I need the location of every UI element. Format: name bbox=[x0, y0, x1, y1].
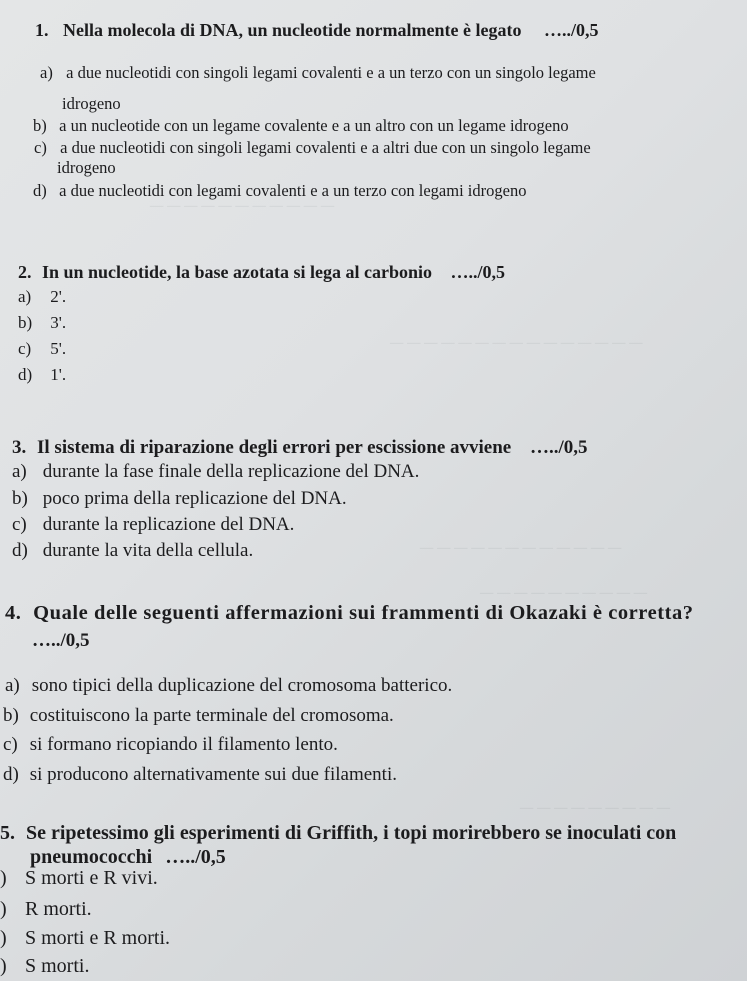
option-a-continuation: idrogeno bbox=[62, 94, 121, 113]
option-text: durante la vita della cellula. bbox=[42, 540, 254, 561]
question-number: 4. bbox=[5, 602, 22, 624]
question-title-continuation: pneumococchi bbox=[30, 846, 153, 868]
bleed-through-mark: — — — — — — — — — — — — bbox=[420, 540, 622, 556]
option-text: S morti e R vivi. bbox=[25, 867, 158, 889]
option-a[interactable] bbox=[12, 461, 419, 483]
option-c[interactable] bbox=[0, 927, 170, 950]
question-score: …../0,5 bbox=[543, 20, 599, 40]
option-text: 5'. bbox=[50, 339, 67, 358]
option-text: durante la replicazione del DNA. bbox=[42, 514, 295, 535]
option-text: 1'. bbox=[50, 365, 67, 384]
option-a[interactable] bbox=[0, 867, 158, 890]
option-text: si formano ricopiando il filamento lento. bbox=[29, 734, 338, 755]
option-text: costituiscono la parte terminale del cromosoma. bbox=[29, 705, 394, 726]
bleed-through-mark: — — — — — — — — — — — — — — — bbox=[390, 335, 643, 351]
option-text: 3'. bbox=[50, 313, 67, 332]
option-d[interactable] bbox=[18, 365, 66, 385]
option-letter: ) bbox=[0, 927, 7, 949]
option-text: S morti e R morti. bbox=[25, 927, 170, 949]
question-title: Il sistema di riparazione degli errori per escissione avviene bbox=[37, 437, 512, 458]
option-text: 2'. bbox=[50, 287, 67, 306]
option-letter: d) bbox=[3, 764, 19, 785]
question-number: 2. bbox=[18, 262, 32, 282]
option-d[interactable] bbox=[33, 181, 526, 201]
question-title: In un nucleotide, la base azotata si lega al carbonio bbox=[42, 262, 433, 282]
option-text: sono tipici della duplicazione del cromosoma batterico. bbox=[31, 675, 453, 696]
option-letter: d) bbox=[18, 365, 33, 384]
option-letter: c) bbox=[34, 138, 47, 157]
question-3-header bbox=[12, 437, 588, 459]
option-letter: ) bbox=[0, 898, 7, 920]
question-number: 3. bbox=[12, 437, 27, 458]
option-text: R morti. bbox=[25, 898, 92, 920]
option-text: poco prima della replicazione del DNA. bbox=[42, 488, 347, 509]
question-title: Se ripetessimo gli esperimenti di Griffith, i topi morirebbero se inoculati con bbox=[26, 822, 677, 844]
option-b[interactable] bbox=[12, 488, 347, 510]
question-number: 5. bbox=[0, 822, 15, 844]
option-text: a due nucleotidi con singoli legami covalenti e a un terzo con un singolo legame bbox=[66, 63, 596, 82]
bleed-through-mark: — — — — — — — — — — bbox=[480, 585, 648, 601]
option-c[interactable] bbox=[18, 339, 66, 359]
option-text: a un nucleotide con un legame covalente e a un altro con un legame idrogeno bbox=[59, 116, 569, 135]
option-text: durante la fase finale della replicazione del DNA. bbox=[42, 461, 420, 482]
option-letter: a) bbox=[40, 63, 53, 82]
option-letter: c) bbox=[18, 339, 32, 358]
option-letter: b) bbox=[18, 313, 33, 332]
option-b[interactable] bbox=[33, 116, 569, 136]
option-letter: a) bbox=[5, 675, 20, 696]
bleed-through-mark: — — — — — — — — — — — bbox=[150, 198, 335, 214]
option-letter: a) bbox=[12, 461, 27, 482]
question-title-line-2 bbox=[30, 846, 226, 869]
option-text: si producono alternativamente sui due filamenti. bbox=[29, 764, 397, 785]
question-title: Nella molecola di DNA, un nucleotide normalmente è legato bbox=[63, 20, 522, 40]
option-text: a due nucleotidi con legami covalenti e a un terzo con legami idrogeno bbox=[59, 181, 527, 200]
option-a[interactable] bbox=[18, 287, 66, 307]
option-letter: d) bbox=[12, 540, 28, 561]
question-score: …../0,5 bbox=[32, 630, 90, 651]
option-a[interactable] bbox=[5, 675, 452, 697]
question-2-header bbox=[18, 262, 505, 283]
option-text: a due nucleotidi con singoli legami covalenti e a altri due con un singolo legame bbox=[60, 138, 591, 157]
question-number: 1. bbox=[35, 20, 49, 40]
option-b[interactable] bbox=[0, 898, 92, 921]
question-title: Quale delle seguenti affermazioni sui frammenti di Okazaki è corretta? bbox=[33, 602, 694, 624]
option-letter: b) bbox=[33, 116, 47, 135]
option-text: S morti. bbox=[25, 955, 90, 977]
option-d[interactable] bbox=[0, 955, 89, 978]
option-letter: ) bbox=[0, 867, 7, 889]
option-letter: b) bbox=[3, 705, 19, 726]
option-c[interactable] bbox=[12, 514, 294, 536]
question-4-header bbox=[5, 602, 694, 625]
option-letter: a) bbox=[18, 287, 32, 306]
option-c-continuation: idrogeno bbox=[57, 158, 116, 177]
option-letter: b) bbox=[12, 488, 28, 509]
option-d[interactable] bbox=[3, 764, 397, 786]
option-letter: d) bbox=[33, 181, 47, 200]
question-score: …../0,5 bbox=[529, 437, 588, 458]
option-b[interactable] bbox=[3, 705, 394, 727]
option-d[interactable] bbox=[12, 540, 253, 562]
bleed-through-mark: — — — — — — — — — bbox=[520, 800, 671, 816]
option-c[interactable] bbox=[34, 138, 591, 158]
option-a[interactable] bbox=[40, 63, 596, 83]
question-5-header bbox=[0, 822, 676, 845]
option-letter: c) bbox=[12, 514, 27, 535]
option-letter: ) bbox=[0, 955, 7, 977]
option-letter: c) bbox=[3, 734, 18, 755]
option-b[interactable] bbox=[18, 313, 66, 333]
question-score: …../0,5 bbox=[450, 262, 506, 282]
option-c[interactable] bbox=[3, 734, 338, 756]
question-1-header bbox=[35, 20, 598, 41]
question-score: …../0,5 bbox=[165, 846, 226, 868]
